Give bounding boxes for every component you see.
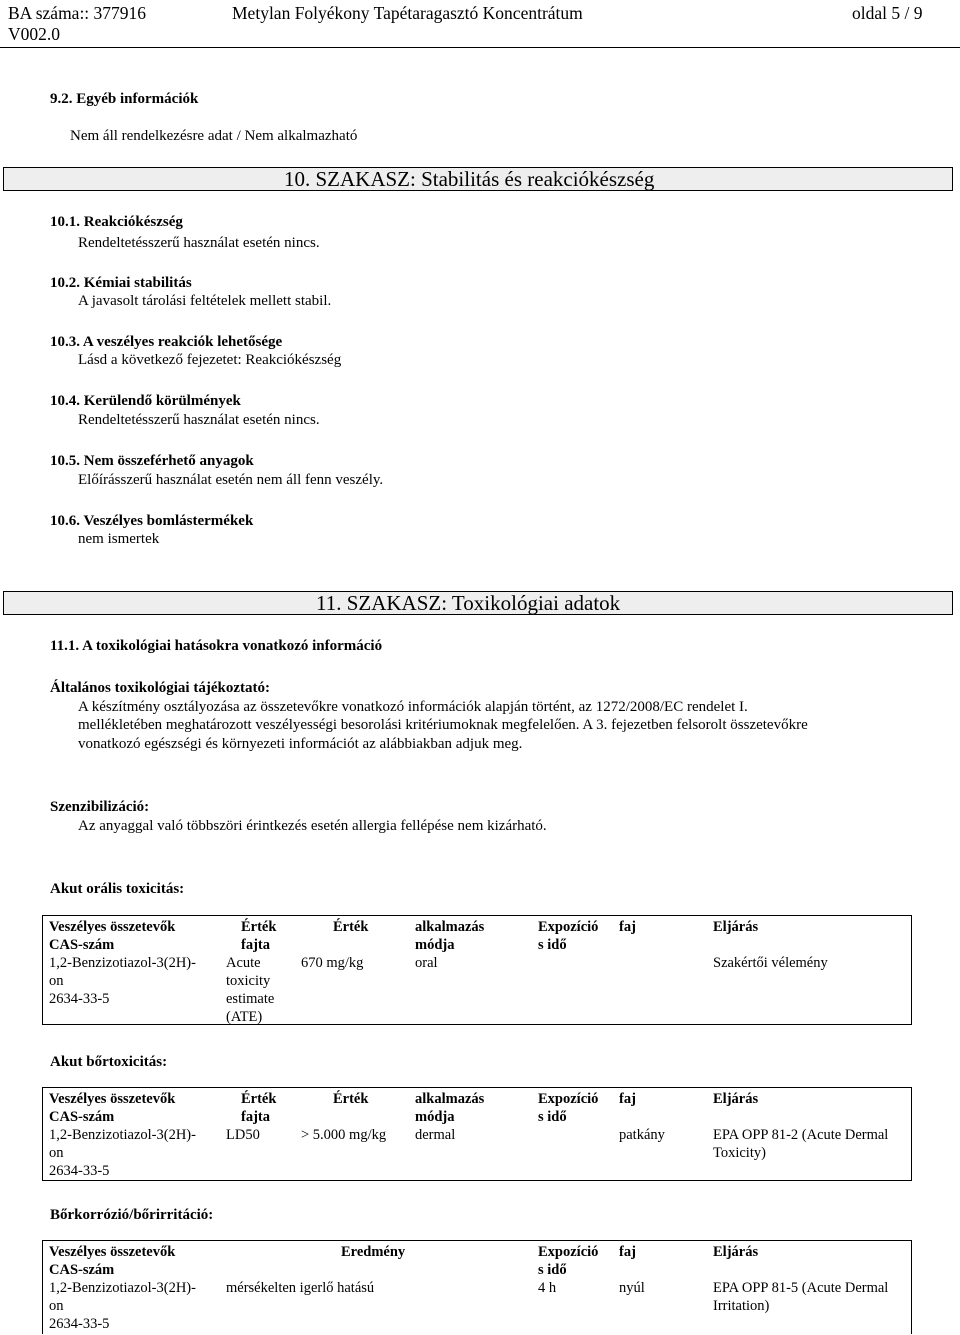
row-cas: 2634-33-5 bbox=[49, 1316, 110, 1332]
section-10-title: 10. SZAKASZ: Stabilitás és reakciókészség bbox=[284, 167, 655, 191]
s10-5-text: Előírásszerű használat esetén nem áll fenn veszély. bbox=[78, 472, 384, 488]
general-tox-line-2: mellékletében meghatározott veszélyességi besorolási kritériumoknak megfelelően. A 3. fejezetben felsorolt összetevőkre bbox=[78, 717, 808, 733]
col-application: alkalmazás bbox=[415, 1091, 485, 1107]
col-components: Veszélyes összetevők bbox=[49, 1244, 176, 1260]
col-exposure-2: s idő bbox=[538, 1109, 567, 1125]
col-exposure: Expozíció bbox=[538, 1091, 599, 1107]
col-method: Eljárás bbox=[713, 919, 759, 935]
col-value-type: Érték bbox=[241, 919, 277, 935]
row-component-2: on bbox=[49, 973, 64, 989]
col-exposure-2: s idő bbox=[538, 1262, 567, 1278]
s10-1-text: Rendeltetésszerű használat esetén nincs. bbox=[78, 235, 320, 251]
col-value-type-2: fajta bbox=[241, 937, 270, 953]
col-result: Eredmény bbox=[341, 1244, 406, 1260]
row-species: nyúl bbox=[619, 1280, 645, 1296]
s9-2-text: Nem áll rendelkezésre adat / Nem alkalmazható bbox=[70, 128, 358, 144]
col-application-2: módja bbox=[415, 1109, 455, 1125]
row-value: > 5.000 mg/kg bbox=[301, 1127, 387, 1143]
oral-tox-heading: Akut orális toxicitás: bbox=[50, 881, 185, 897]
version: V002.0 bbox=[8, 24, 61, 44]
product-name: Metylan Folyékony Tapétaragasztó Koncentrátum bbox=[232, 3, 583, 23]
col-method: Eljárás bbox=[713, 1091, 759, 1107]
header-rule bbox=[0, 47, 960, 48]
row-value-type-3: estimate bbox=[226, 991, 275, 1007]
col-cas: CAS-szám bbox=[49, 1109, 115, 1125]
row-exposure: 4 h bbox=[538, 1280, 557, 1296]
row-value: 670 mg/kg bbox=[301, 955, 364, 971]
col-exposure: Expozíció bbox=[538, 919, 599, 935]
col-components: Veszélyes összetevők bbox=[49, 1091, 176, 1107]
row-application: dermal bbox=[415, 1127, 456, 1143]
sensitization-heading: Szenzibilizáció: bbox=[50, 799, 150, 815]
sensitization-text: Az anyaggal való többszöri érintkezés esetén allergia fellépése nem kizárható. bbox=[78, 818, 547, 834]
row-method-2: Toxicity) bbox=[713, 1145, 766, 1161]
s10-4-heading: 10.4. Kerülendő körülmények bbox=[50, 393, 241, 409]
row-method: EPA OPP 81-2 (Acute Dermal bbox=[713, 1127, 889, 1143]
row-application: oral bbox=[415, 955, 438, 971]
row-cas: 2634-33-5 bbox=[49, 1163, 110, 1179]
row-value-type-4: (ATE) bbox=[226, 1009, 263, 1025]
row-cas: 2634-33-5 bbox=[49, 991, 110, 1007]
s10-5-heading: 10.5. Nem összeférhető anyagok bbox=[50, 453, 254, 469]
row-component: 1,2-Benzizotiazol-3(2H)- bbox=[49, 1127, 196, 1143]
dermal-tox-heading: Akut bőrtoxicitás: bbox=[50, 1054, 168, 1070]
skin-irritation-table bbox=[42, 1240, 912, 1334]
col-application: alkalmazás bbox=[415, 919, 485, 935]
row-component-2: on bbox=[49, 1145, 64, 1161]
s10-6-heading: 10.6. Veszélyes bomlástermékek bbox=[50, 513, 254, 529]
row-component: 1,2-Benzizotiazol-3(2H)- bbox=[49, 955, 196, 971]
s10-1-heading: 10.1. Reakciókészség bbox=[50, 214, 183, 230]
col-cas: CAS-szám bbox=[49, 937, 115, 953]
s9-2-heading: 9.2. Egyéb információk bbox=[50, 91, 199, 107]
col-value-type-2: fajta bbox=[241, 1109, 270, 1125]
col-components: Veszélyes összetevők bbox=[49, 919, 176, 935]
col-method: Eljárás bbox=[713, 1244, 759, 1260]
s10-3-heading: 10.3. A veszélyes reakciók lehetősége bbox=[50, 334, 283, 350]
general-tox-heading: Általános toxikológiai tájékoztató: bbox=[50, 680, 270, 696]
s10-4-text: Rendeltetésszerű használat esetén nincs. bbox=[78, 412, 320, 428]
page-number: oldal 5 / 9 bbox=[852, 3, 923, 23]
row-method: Szakértői vélemény bbox=[713, 955, 828, 971]
s10-2-heading: 10.2. Kémiai stabilitás bbox=[50, 275, 192, 291]
row-method-2: Irritation) bbox=[713, 1298, 770, 1314]
s10-3-text: Lásd a következő fejezetet: Reakciókészség bbox=[78, 352, 342, 368]
general-tox-line-3: vonatkozó egészségi és környezeti információt az alábbiakban adjuk meg. bbox=[78, 736, 523, 752]
row-component: 1,2-Benzizotiazol-3(2H)- bbox=[49, 1280, 196, 1296]
col-exposure: Expozíció bbox=[538, 1244, 599, 1260]
s10-2-text: A javasolt tárolási feltételek mellett stabil. bbox=[78, 293, 332, 309]
row-method: EPA OPP 81-5 (Acute Dermal bbox=[713, 1280, 889, 1296]
col-cas: CAS-szám bbox=[49, 1262, 115, 1278]
col-exposure-2: s idő bbox=[538, 937, 567, 953]
doc-id: BA száma:: 377916 bbox=[8, 3, 147, 23]
general-tox-line-1: A készítmény osztályozása az összetevőkre vonatkozó információk alapján történt, az 1272/2008/EC rendelet I. bbox=[78, 699, 748, 715]
row-result: mérsékelten igerlő hatású bbox=[226, 1280, 375, 1296]
row-value-type: Acute bbox=[226, 955, 261, 971]
skin-irritation-heading: Bőrkorrózió/bőrirritáció: bbox=[50, 1207, 214, 1223]
col-value: Érték bbox=[333, 1091, 369, 1107]
row-value-type-2: toxicity bbox=[226, 973, 271, 989]
row-species: patkány bbox=[619, 1127, 665, 1143]
col-species: faj bbox=[619, 1244, 636, 1260]
col-value: Érték bbox=[333, 919, 369, 935]
col-species: faj bbox=[619, 919, 636, 935]
oral-tox-table bbox=[42, 915, 912, 1025]
s10-6-text: nem ismertek bbox=[78, 531, 160, 547]
row-component-2: on bbox=[49, 1298, 64, 1314]
col-application-2: módja bbox=[415, 937, 455, 953]
section-11-title: 11. SZAKASZ: Toxikológiai adatok bbox=[316, 591, 621, 615]
row-value-type: LD50 bbox=[226, 1127, 260, 1143]
dermal-tox-table bbox=[42, 1087, 912, 1181]
col-species: faj bbox=[619, 1091, 636, 1107]
col-value-type: Érték bbox=[241, 1091, 277, 1107]
s11-1-heading: 11.1. A toxikológiai hatásokra vonatkozó információ bbox=[50, 638, 383, 654]
